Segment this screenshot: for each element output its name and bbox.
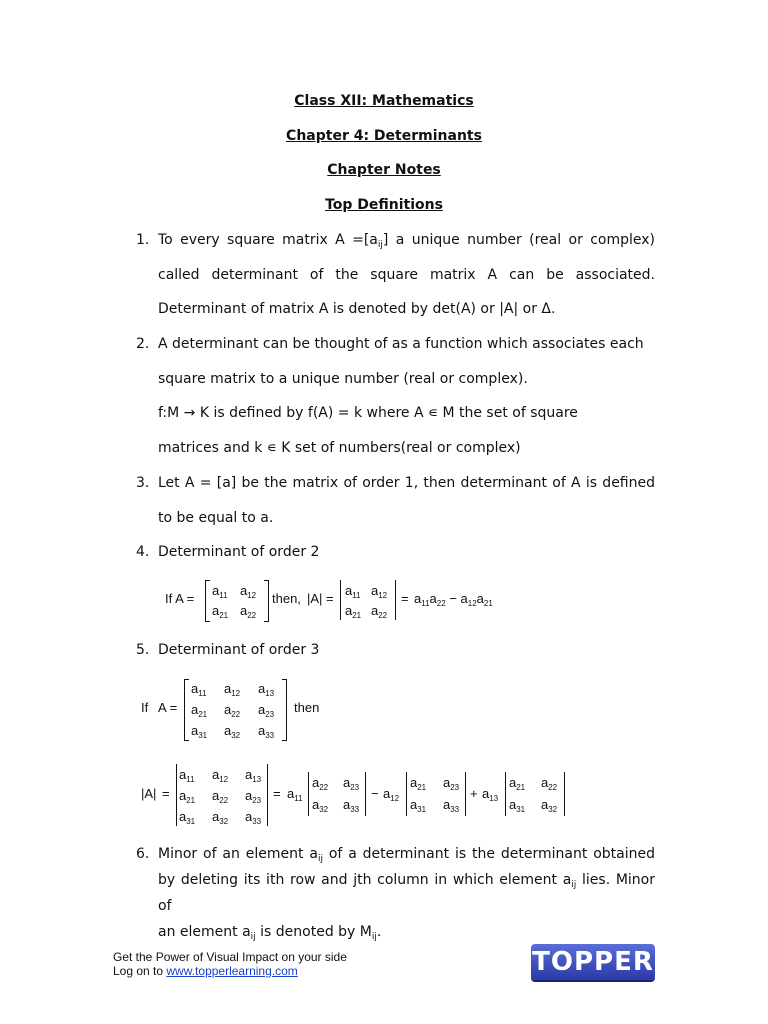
item-number: 3. xyxy=(136,475,150,491)
item-line: an element $a_{ij}$ is denoted by $M_{ij}$. xyxy=(158,924,382,942)
item-line: A determinant can be thought of as a function which associates each xyxy=(158,336,644,352)
item-line: to be equal to a. xyxy=(158,509,274,526)
class-title: Class XII: Mathematics xyxy=(294,93,474,109)
topper-logo xyxy=(531,944,655,980)
item-line: by deleting its ith row and jth column in which element $a_{ij}$ lies. Minor of xyxy=(158,872,655,914)
item-line: To every square matrix $A =[a_{ij}]$ a unique number (real or complex) xyxy=(158,232,655,250)
list-item-5 xyxy=(136,633,656,667)
item-number: 2. xyxy=(136,336,150,352)
chapter-title: Chapter 4: Determinants xyxy=(286,128,482,144)
footer xyxy=(113,950,347,978)
item-line: Let A = [a] be the matrix of order 1, then determinant of A is defined xyxy=(158,475,655,491)
item-line: f:M → K is defined by f(A) = k where A ∊ M the set of square xyxy=(158,405,578,421)
item-line: called determinant of the square matrix A can be associated. xyxy=(158,266,655,283)
item-line: Determinant of order 3 xyxy=(158,642,320,658)
equation-order-2: If A = $a_{11}$ $a_{12}$ $a_{21}$ $a_{22}$ then, |A| = $a_{11}$ $a_{12}$ $a_{21}$ $a_{22}$ = $a_{11}a_{22} - a_{12}a_{21}$ xyxy=(160,578,520,624)
notes-title: Chapter Notes xyxy=(327,162,441,178)
item-number: 4. xyxy=(136,544,150,560)
footer-tagline: Get the Power of Visual Impact on your side xyxy=(113,950,347,964)
list-item-3 xyxy=(136,466,656,536)
list-item-1 xyxy=(136,223,656,327)
item-number: 6. xyxy=(136,846,150,862)
item-line: Determinant of order 2 xyxy=(158,544,320,560)
equation-order-3-expansion: |A| = $a_{11}$ $a_{12}$ $a_{13}$ $a_{21}$ $a_{22}$ $a_{23}$ $a_{31}$ $a_{32}$ $a_{33}$ = $a_{11}$ $a_{22}$ $a_{23}$ $a_{32}$ $a_{33}$ − $a_{12}$ $a_{21}$ $a_{23}$ $a_{31}$ $a_{33}$ + $a_{13}$ $a_{21}$ $a_{22}$ $a_{31}$ $a_{32}$ xyxy=(136,762,576,828)
logo-text: TOPPER xyxy=(532,947,654,977)
item-line: square matrix to a unique number (real or complex). xyxy=(158,370,528,387)
website-link[interactable]: www.topperlearning.com xyxy=(166,964,298,978)
item-number: 1. xyxy=(136,232,150,248)
section-title: Top Definitions xyxy=(325,197,443,213)
equation-order-3-matrix: If A = $a_{11}$ $a_{12}$ $a_{13}$ $a_{21}$ $a_{22}$ $a_{23}$ $a_{31}$ $a_{32}$ $a_{33}$ then xyxy=(141,681,320,740)
item-line: Determinant of matrix A is denoted by det(A) or |A| or Δ. xyxy=(158,301,556,317)
item-line: Minor of an element $a_{ij}$ of a determinant is the determinant obtained xyxy=(158,846,656,864)
item-line: matrices and k ∊ K set of numbers(real or complex) xyxy=(158,439,521,456)
footer-logon: Log on to www.topperlearning.com xyxy=(113,964,298,978)
list-item-2 xyxy=(136,327,656,467)
list-item-6 xyxy=(136,841,656,942)
item-number: 5. xyxy=(136,642,150,658)
list-item-4 xyxy=(136,535,656,569)
